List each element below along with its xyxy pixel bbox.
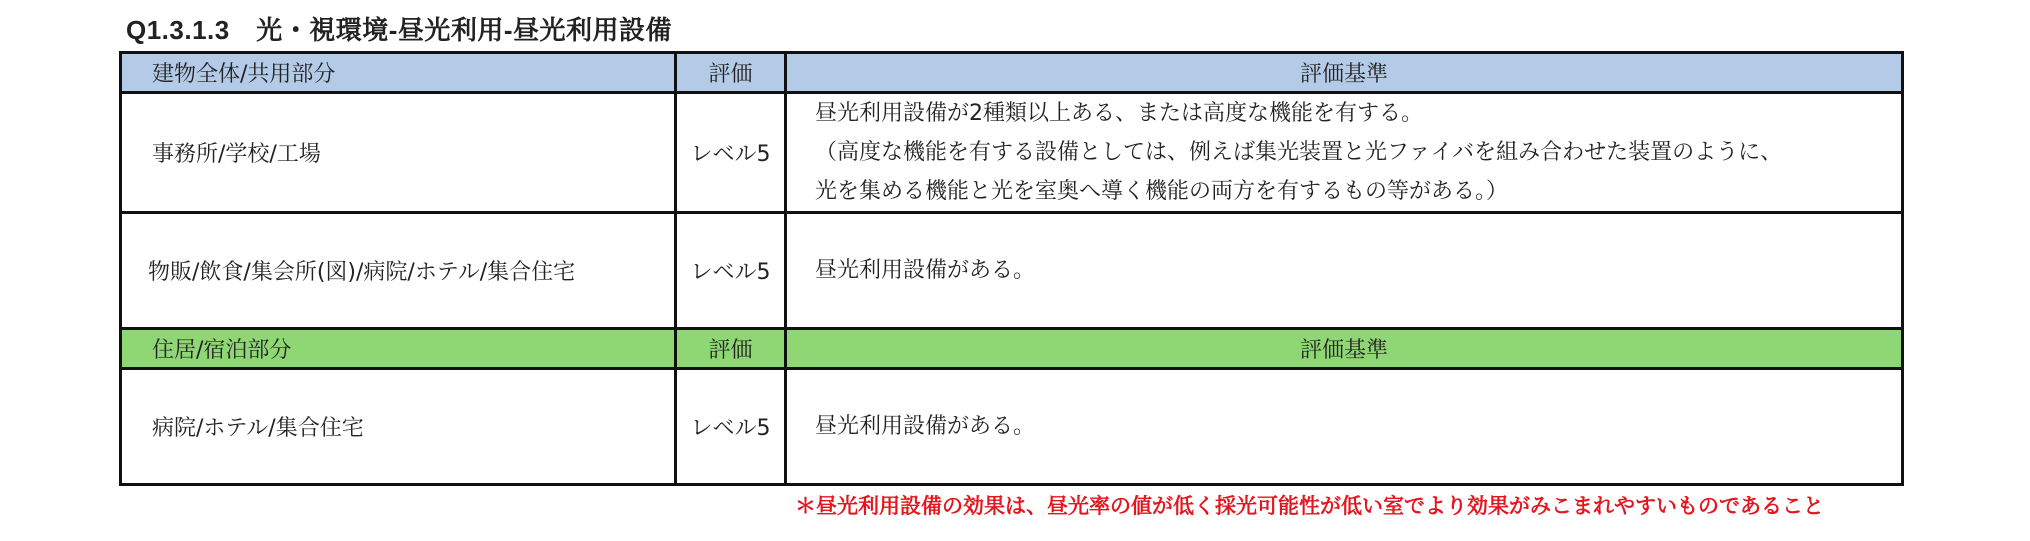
section1-header-evaluation: 評価 <box>676 53 786 93</box>
table-row <box>121 369 1903 485</box>
criteria-line: 昼光利用設備がある。 <box>815 258 1036 283</box>
section1-header-criteria: 評価基準 <box>786 53 1903 93</box>
section2-header-criteria: 評価基準 <box>786 329 1903 369</box>
section1-header-category: 建物全体/共用部分 <box>121 53 676 93</box>
table-row <box>121 93 1903 213</box>
row-category: 事務所/学校/工場 <box>121 93 676 213</box>
criteria-line: 光を集める機能と光を室奥へ導く機能の両方を有するもの等がある。） <box>815 179 1509 204</box>
criteria-line: 昼光利用設備がある。 <box>815 414 1036 439</box>
row-criteria <box>786 93 1903 213</box>
evaluation-criteria-table <box>119 51 1904 486</box>
section1-header-row <box>121 53 1903 93</box>
table-row <box>121 213 1903 329</box>
footnote: ＊昼光利用設備の効果は、昼光率の値が低く採光可能性が低い室でより効果がみこまれやすいものであること <box>795 494 1824 518</box>
row-category: 病院/ホテル/集合住宅 <box>121 369 676 485</box>
row-criteria <box>786 369 1903 485</box>
row-category: 物販/飲食/集会所(図)/病院/ホテル/集合住宅 <box>121 213 676 329</box>
row-level: レベル5 <box>676 213 786 329</box>
page-title: Q1.3.1.3 光・視環境-昼光利用-昼光利用設備 <box>126 15 673 45</box>
criteria-line: 昼光利用設備が2種類以上ある、または高度な機能を有する。 <box>815 101 1423 126</box>
row-criteria <box>786 213 1903 329</box>
section2-header-evaluation: 評価 <box>676 329 786 369</box>
row-level: レベル5 <box>676 369 786 485</box>
criteria-line: （高度な機能を有する設備としては、例えば集光装置と光ファイバを組み合わせた装置のように、 <box>815 140 1783 165</box>
row-level: レベル5 <box>676 93 786 213</box>
section2-header-category: 住居/宿泊部分 <box>121 329 676 369</box>
section2-header-row <box>121 329 1903 369</box>
